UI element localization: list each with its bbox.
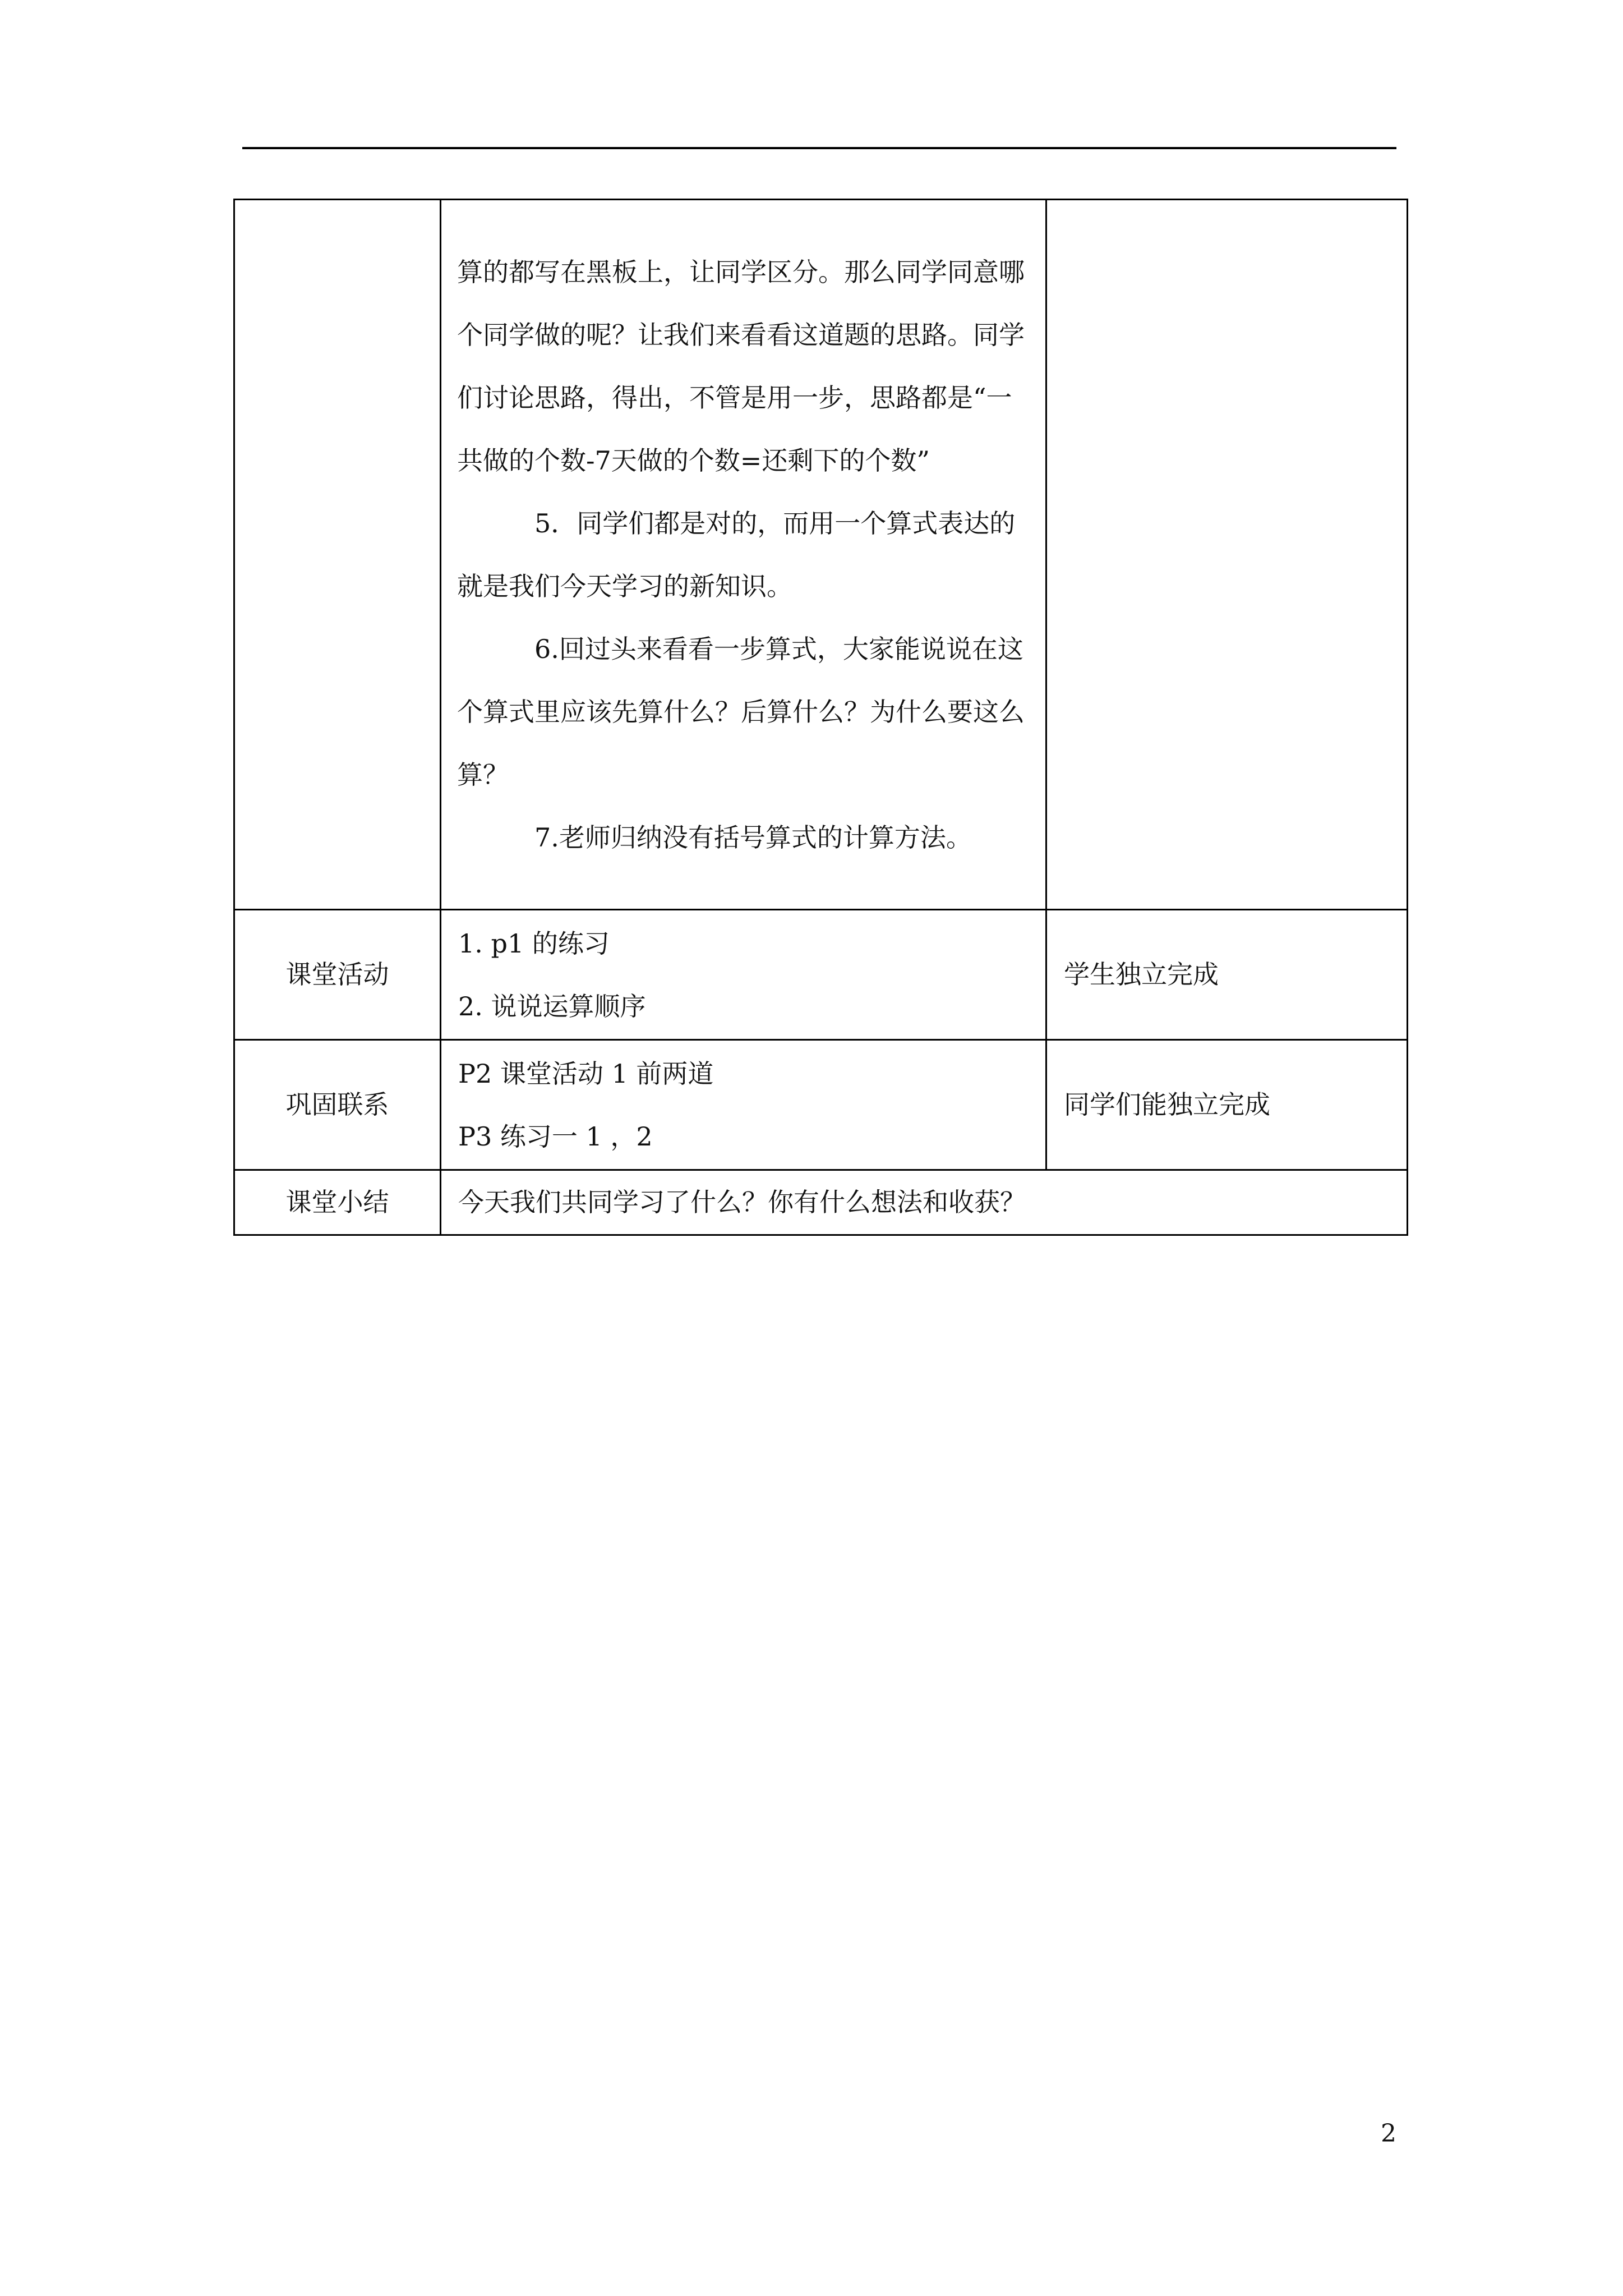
- paragraph: 算的都写在黑板上，让同学区分。那么同学同意哪个同学做的呢？让我们来看看这道题的思路。同学们讨论思路，得出，不管是用一步，思路都是“一共做的个数-7天做的个数=还剩下的个数”: [457, 256, 1025, 476]
- list-item: 1. p1 的练习: [458, 928, 610, 959]
- row-label: 课堂小结: [234, 1170, 441, 1235]
- paragraph: 7.老师归纳没有括号算式的计算方法。: [534, 822, 972, 853]
- paragraph: 5．同学们都是对的，而用一个算式表达的就是我们今天学习的新知识。: [457, 508, 1016, 601]
- table-row: [234, 200, 1408, 910]
- page-number: 2: [1381, 2119, 1396, 2148]
- practice-cell: [441, 1040, 1046, 1170]
- paragraph: 6.回过头来看看一步算式，大家能说说在这个算式里应该先算什么？后算什么？为什么要这么算？: [457, 633, 1025, 790]
- list-item: P3 练习一 1 ，2: [458, 1121, 653, 1152]
- table-row: [234, 1040, 1408, 1170]
- empty-label-cell: [234, 200, 441, 910]
- empty-note-cell: [1046, 200, 1408, 910]
- table-row: [234, 1170, 1408, 1235]
- row-note: 学生独立完成: [1046, 910, 1408, 1040]
- row-label: 巩固联系: [234, 1040, 441, 1170]
- header-rule: [242, 147, 1396, 149]
- list-item: P2 课堂活动 1 前两道: [458, 1058, 714, 1089]
- row-note: 同学们能独立完成: [1046, 1040, 1408, 1170]
- row-label: 课堂活动: [234, 910, 441, 1040]
- table-row: [234, 910, 1408, 1040]
- process-cell: [441, 200, 1046, 910]
- summary-cell: 今天我们共同学习了什么？你有什么想法和收获？: [441, 1170, 1408, 1235]
- lesson-plan-table: [233, 199, 1408, 1236]
- list-item: 2. 说说运算顺序: [458, 991, 646, 1022]
- activity-cell: [441, 910, 1046, 1040]
